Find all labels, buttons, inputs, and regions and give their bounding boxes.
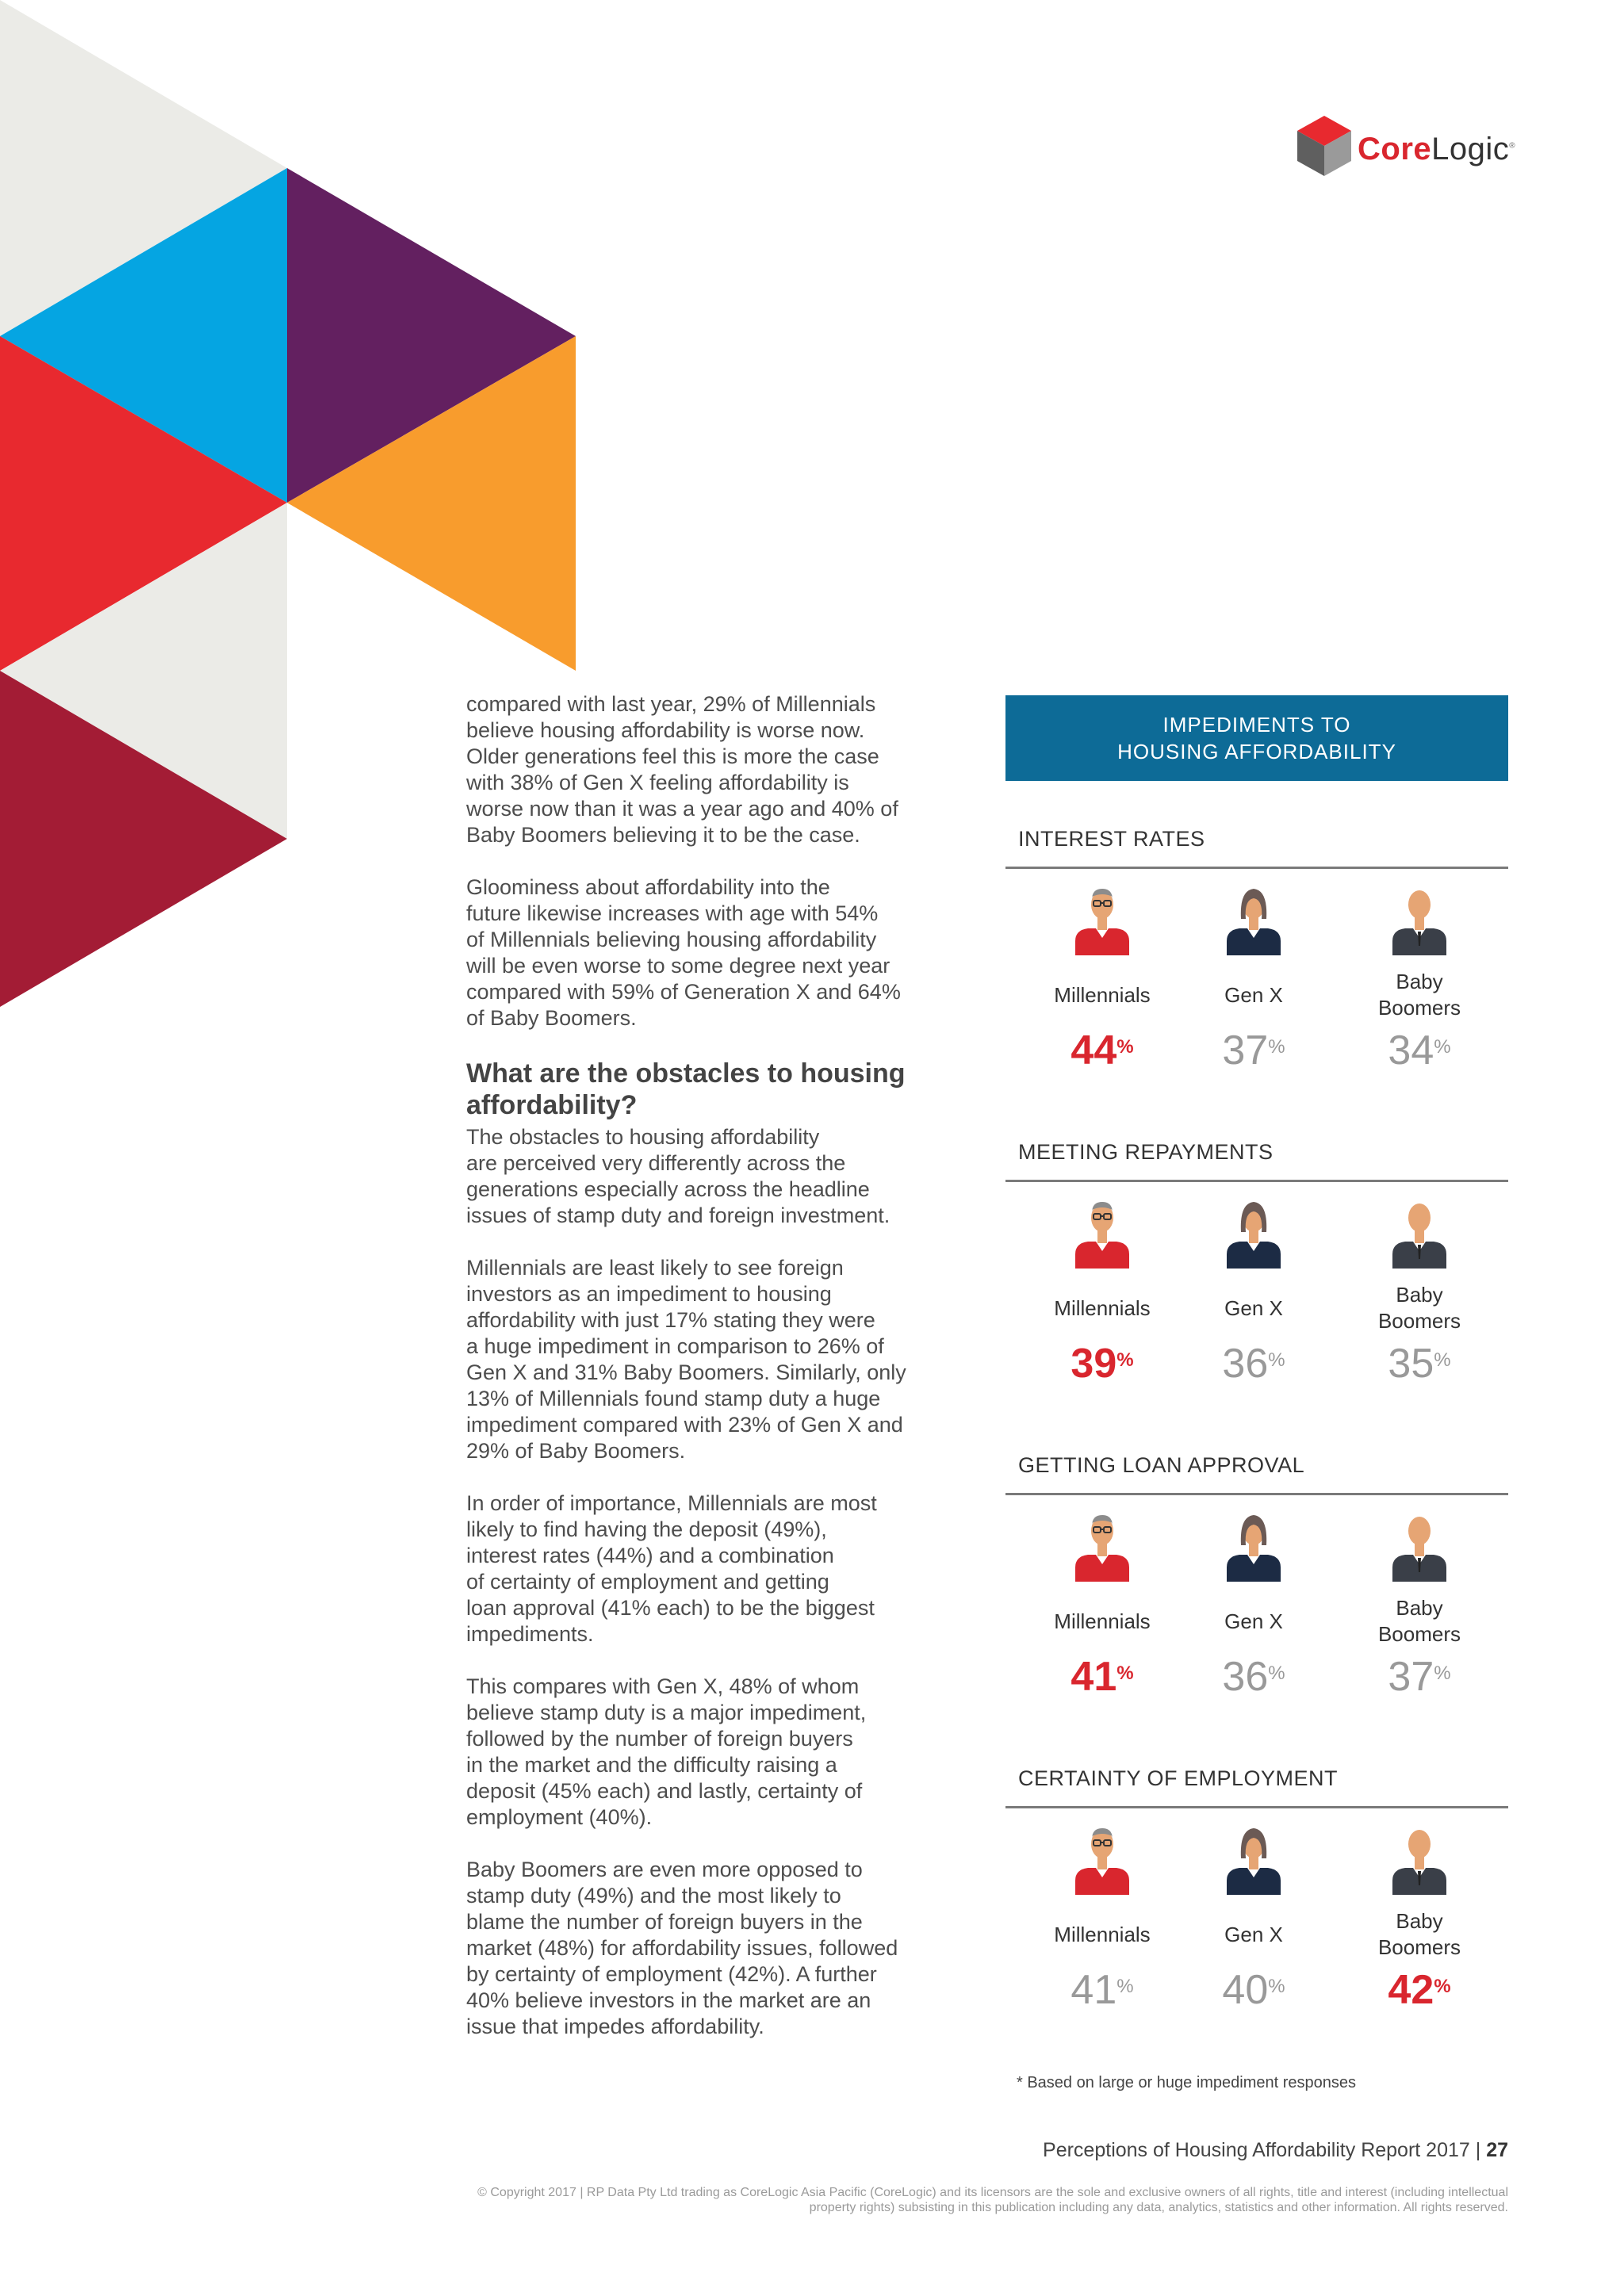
baby-boomers-percentage xyxy=(1340,1028,1499,1073)
millennials-label: Millennials xyxy=(1054,1609,1151,1633)
gen-x-person-icon xyxy=(1222,1509,1285,1582)
gen-x-label: Gen X xyxy=(1224,1295,1283,1320)
millennials-label: Millennials xyxy=(1054,1922,1151,1946)
baby-boomers-label: Baby Boomers xyxy=(1377,1283,1461,1333)
section-title: CERTAINTY OF EMPLOYMENT xyxy=(1018,1766,1339,1790)
paragraph-1: compared with last year, 29% of Millennials believe housing affordability is worse now. Older generations feel this is more the case with 38% of Gen X feeling affordability is worse now than it was a year ago and 40% of Baby Boomers believing it to be the case. xyxy=(466,692,898,847)
percent-sign: % xyxy=(1434,1036,1451,1058)
baby-boomers-column xyxy=(1340,1509,1499,1699)
gen-x-person-icon xyxy=(1222,1822,1285,1895)
section-title: GETTING LOAN APPROVAL xyxy=(1018,1453,1305,1477)
millennials-percentage xyxy=(1023,1968,1182,2012)
gen-x-column xyxy=(1174,882,1333,1073)
percent-sign: % xyxy=(1268,1976,1285,1997)
page-footer xyxy=(1043,2139,1508,2162)
millennials-column xyxy=(1023,1509,1182,1699)
millennials-column xyxy=(1023,882,1182,1073)
body-text xyxy=(466,691,974,2066)
footnote: * Based on large or huge impediment responses xyxy=(1017,2074,1357,2091)
baby-boomers-column xyxy=(1340,1196,1499,1386)
baby-boomers-label: Baby Boomers xyxy=(1377,970,1461,1020)
section-divider xyxy=(1005,1180,1508,1182)
paragraph-6: This compares with Gen X, 48% of whom believe stamp duty is a major impediment, followed by the number of foreign buyers in the market and the difficulty raising a deposit (45% each) and lastly, certainty of employment (40%). xyxy=(466,1674,867,1829)
section-title: MEETING REPAYMENTS xyxy=(1018,1140,1274,1164)
percentage-value: 36 xyxy=(1222,1654,1269,1700)
gen-x-person-icon xyxy=(1222,882,1285,955)
percentage-value: 35 xyxy=(1388,1341,1434,1387)
logo-core: Core xyxy=(1358,132,1432,166)
gen-x-column xyxy=(1174,1822,1333,2012)
paragraph-5: In order of importance, Millennials are most likely to find having the deposit (49%), interest rates (44%) and a combination of certainty of employment and getting loan approval (41% each) to be the biggest impediments. xyxy=(466,1491,877,1646)
panel-title: IMPEDIMENTS TO HOUSING AFFORDABILITY xyxy=(1005,695,1508,781)
millennials-person-icon xyxy=(1071,1509,1134,1582)
millennials-person-icon xyxy=(1071,882,1134,955)
percent-sign: % xyxy=(1268,1349,1285,1371)
logo-logic: Logic xyxy=(1431,132,1510,166)
millennials-percentage xyxy=(1023,1028,1182,1073)
gen-x-label: Gen X xyxy=(1224,1922,1283,1946)
section-title: INTEREST RATES xyxy=(1018,827,1205,851)
baby-boomers-percentage xyxy=(1340,1968,1499,2012)
gen-x-percentage xyxy=(1174,1655,1333,1699)
paragraph-7: Baby Boomers are even more opposed to stamp duty (49%) and the most likely to blame the number of foreign buyers in the market (48%) for affordability issues, followed by certainty of employment (42%). A further 40% believe investors in the market are an issue that impedes affordability. xyxy=(466,1858,898,2038)
paragraph-2: Gloominess about affordability into the future likewise increases with age with 54% of Millennials believing housing affordability will be even worse to some degree next year compared with 59% of Generation X and 64% of Baby Boomers. xyxy=(466,875,901,1030)
percentage-value: 41 xyxy=(1071,1967,1117,2013)
section-divider xyxy=(1005,1806,1508,1808)
copyright-notice: © Copyright 2017 | RP Data Pty Ltd trading as CoreLogic Asia Pacific (CoreLogic) and its licensors are the sole and exclusive owners of all rights, title and interest (including intellectual property rights) subsisting in this publication including any data, analytics, statistics and other information. All rights reserved. xyxy=(477,2186,1508,2214)
millennials-column xyxy=(1023,1196,1182,1386)
percent-sign: % xyxy=(1116,1036,1134,1058)
millennials-percentage xyxy=(1023,1655,1182,1699)
percentage-value: 42 xyxy=(1388,1967,1434,2013)
corelogic-cube-icon xyxy=(1297,116,1351,176)
impediment-section xyxy=(1005,1453,1508,1767)
percentage-value: 44 xyxy=(1071,1027,1117,1073)
percentage-value: 39 xyxy=(1071,1341,1117,1387)
baby-boomers-label: Baby Boomers xyxy=(1377,1596,1461,1646)
percent-sign: % xyxy=(1116,1349,1134,1371)
millennials-person-icon xyxy=(1071,1822,1134,1895)
gen-x-person-icon xyxy=(1222,1196,1285,1269)
percentage-value: 37 xyxy=(1388,1654,1434,1700)
impediment-section xyxy=(1005,827,1508,1141)
gen-x-label: Gen X xyxy=(1224,982,1283,1007)
gen-x-label: Gen X xyxy=(1224,1609,1283,1633)
percentage-value: 37 xyxy=(1222,1027,1269,1073)
gen-x-percentage xyxy=(1174,1968,1333,2012)
baby-boomers-column xyxy=(1340,1822,1499,2012)
corelogic-logo xyxy=(1297,116,1516,179)
percent-sign: % xyxy=(1116,1663,1134,1684)
baby-boomers-percentage xyxy=(1340,1655,1499,1699)
impediment-section xyxy=(1005,1766,1508,2080)
section-heading: What are the obstacles to housing affordability? xyxy=(466,1058,906,1120)
gen-x-column xyxy=(1174,1196,1333,1386)
percent-sign: % xyxy=(1268,1663,1285,1684)
percentage-value: 40 xyxy=(1222,1967,1269,2013)
millennials-person-icon xyxy=(1071,1196,1134,1269)
percentage-value: 41 xyxy=(1071,1654,1117,1700)
percentage-value: 36 xyxy=(1222,1341,1269,1387)
percent-sign: % xyxy=(1434,1976,1451,1997)
percent-sign: % xyxy=(1268,1036,1285,1058)
baby-boomers-label: Baby Boomers xyxy=(1377,1909,1461,1959)
section-divider xyxy=(1005,867,1508,869)
percent-sign: % xyxy=(1434,1349,1451,1371)
baby-boomers-person-icon xyxy=(1388,882,1451,955)
report-title: Perceptions of Housing Affordability Report 2017 | xyxy=(1043,2139,1487,2161)
percent-sign: % xyxy=(1116,1976,1134,1997)
section-divider xyxy=(1005,1493,1508,1495)
baby-boomers-person-icon xyxy=(1388,1509,1451,1582)
baby-boomers-percentage xyxy=(1340,1341,1499,1386)
millennials-percentage xyxy=(1023,1341,1182,1386)
gen-x-percentage xyxy=(1174,1341,1333,1386)
baby-boomers-person-icon xyxy=(1388,1196,1451,1269)
gen-x-percentage xyxy=(1174,1028,1333,1073)
millennials-label: Millennials xyxy=(1054,982,1151,1007)
millennials-label: Millennials xyxy=(1054,1295,1151,1320)
paragraph-3: The obstacles to housing affordability are perceived very differently across the generations especially across the headline issues of stamp duty and foreign investment. xyxy=(466,1125,891,1227)
millennials-column xyxy=(1023,1822,1182,2012)
baby-boomers-person-icon xyxy=(1388,1822,1451,1895)
paragraph-4: Millennials are least likely to see foreign investors as an impediment to housing affordability with just 17% stating they were a huge impediment in comparison to 26% of Gen X and 31% Baby Boomers. Similarly, only 13% of Millennials found stamp duty a huge impediment compared with 23% of Gen X and 29% of Baby Boomers. xyxy=(466,1256,906,1463)
percent-sign: % xyxy=(1434,1663,1451,1684)
percentage-value: 34 xyxy=(1388,1027,1434,1073)
baby-boomers-column xyxy=(1340,882,1499,1073)
impediment-section xyxy=(1005,1140,1508,1454)
page-number: 27 xyxy=(1486,2139,1508,2161)
impediments-panel xyxy=(1005,695,1508,2013)
logo-registered: ® xyxy=(1509,141,1516,151)
gen-x-column xyxy=(1174,1509,1333,1699)
